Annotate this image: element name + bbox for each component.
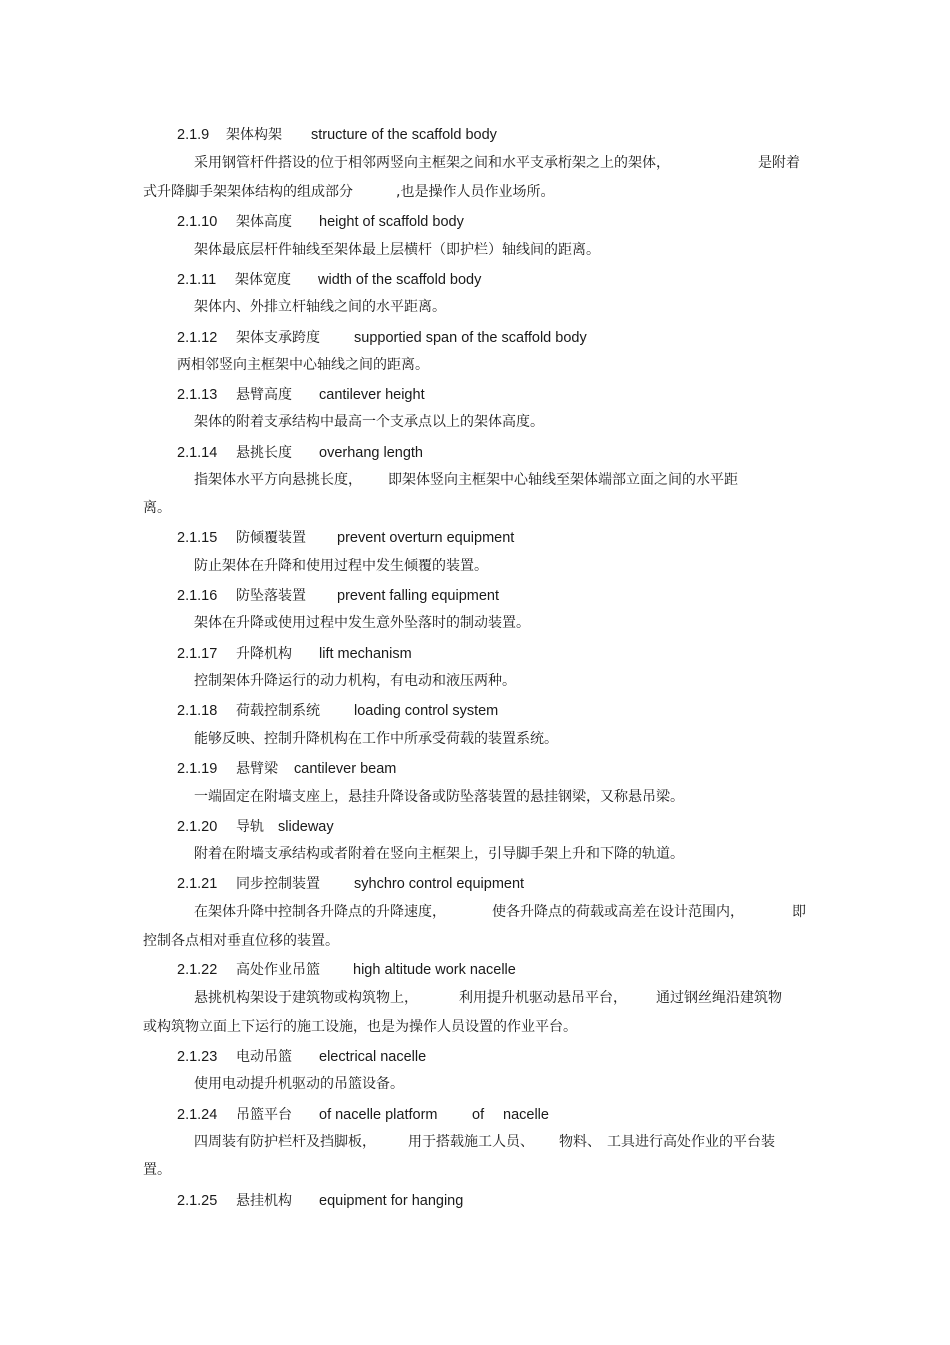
description-text: 一端固定在附墙支座上，悬挂升降设备或防坠落装置的悬挂钢梁，又称悬吊梁。 bbox=[194, 789, 684, 805]
description-text: 两相邻竖向主框架中心轴线之间的距离。 bbox=[177, 357, 429, 373]
description-text: 防止架体在升降和使用过程中发生倾覆的装置。 bbox=[194, 558, 488, 574]
term-english: prevent falling equipment bbox=[337, 588, 500, 604]
description-text: 附着在附墙支承结构或者附着在竖向主框架上，引导脚手架上升和下降的轨道。 bbox=[194, 846, 684, 862]
description-text: 四周装有防护栏杆及挡脚板， bbox=[194, 1134, 376, 1150]
description-text: 悬挑机构架设于建筑物或构筑物上， bbox=[194, 990, 418, 1006]
term-number: 2.1.24 bbox=[177, 1107, 218, 1123]
description-text: ,也是操作人员作业场所。 bbox=[396, 184, 555, 200]
term-english: overhang length bbox=[319, 445, 423, 461]
term-english: cantilever height bbox=[319, 387, 425, 403]
term-number: 2.1.9 bbox=[177, 127, 210, 143]
term-chinese: 悬臂高度 bbox=[236, 387, 292, 403]
term-number: 2.1.12 bbox=[177, 330, 218, 346]
term-number: 2.1.18 bbox=[177, 703, 218, 719]
term-chinese: 高处作业吊篮 bbox=[236, 962, 320, 978]
term-english: loading control system bbox=[354, 703, 499, 719]
description-text: 采用钢管杆件搭设的位于相邻两竖向主框架之间和水平支承桁架之上的架体， bbox=[194, 155, 670, 171]
term-english: height of scaffold body bbox=[319, 214, 464, 230]
term-chinese: 升降机构 bbox=[236, 646, 292, 662]
description-text: 即 bbox=[792, 904, 806, 920]
description-text: 指架体水平方向悬挑长度， bbox=[194, 472, 362, 488]
description-text: 利用提升机驱动悬吊平台， bbox=[459, 990, 627, 1006]
term-chinese: 防坠落装置 bbox=[236, 588, 306, 604]
description-text: 架体的附着支承结构中最高一个支承点以上的架体高度。 bbox=[194, 414, 544, 430]
description-text: 架体最底层杆件轴线至架体最上层横杆（即护栏）轴线间的距离。 bbox=[194, 242, 600, 258]
term-number: 2.1.10 bbox=[177, 214, 218, 230]
term-english: of nacelle platform bbox=[319, 1107, 438, 1123]
term-number: 2.1.25 bbox=[177, 1193, 218, 1209]
description-text: 控制各点相对垂直位移的装置。 bbox=[143, 933, 339, 949]
term-number: 2.1.13 bbox=[177, 387, 218, 403]
term-chinese: 同步控制装置 bbox=[236, 876, 320, 892]
term-chinese: 电动吊篮 bbox=[236, 1049, 292, 1065]
description-text: 即架体竖向主框架中心轴线至架体端部立面之间的水平距 bbox=[388, 472, 738, 488]
description-text: 工具进行高处作业的平台装 bbox=[607, 1134, 775, 1150]
description-text: 使各升降点的荷载或高差在设计范围内， bbox=[492, 904, 744, 920]
description-text: 使用电动提升机驱动的吊篮设备。 bbox=[194, 1076, 404, 1092]
term-chinese: 架体支承跨度 bbox=[236, 330, 320, 346]
term-chinese: 悬挑长度 bbox=[236, 445, 292, 461]
term-number: 2.1.17 bbox=[177, 646, 218, 662]
description-text: 物料、 bbox=[559, 1134, 601, 1150]
description-text: 式升降脚手架架体结构的组成部分 bbox=[143, 184, 353, 200]
term-number: 2.1.23 bbox=[177, 1049, 218, 1065]
term-chinese: 架体宽度 bbox=[235, 272, 291, 288]
term-number: 2.1.21 bbox=[177, 876, 218, 892]
term-number: 2.1.14 bbox=[177, 445, 218, 461]
description-text: 架体在升降或使用过程中发生意外坠落时的制动装置。 bbox=[194, 615, 530, 631]
term-english: cantilever beam bbox=[294, 761, 397, 777]
term-english: high altitude work nacelle bbox=[353, 962, 516, 978]
term-english-extra: of bbox=[472, 1107, 485, 1123]
term-english: electrical nacelle bbox=[319, 1049, 427, 1065]
term-english-extra: nacelle bbox=[503, 1107, 549, 1123]
term-number: 2.1.11 bbox=[177, 272, 217, 288]
term-chinese: 防倾覆装置 bbox=[236, 530, 306, 546]
description-text: 控制架体升降运行的动力机构，有电动和液压两种。 bbox=[194, 673, 516, 689]
term-chinese: 吊篮平台 bbox=[236, 1107, 292, 1123]
description-text: 架体内、外排立杆轴线之间的水平距离。 bbox=[194, 299, 446, 315]
term-chinese: 架体高度 bbox=[236, 214, 292, 230]
term-english: structure of the scaffold body bbox=[311, 127, 497, 143]
term-english: prevent overturn equipment bbox=[337, 530, 515, 546]
description-text: 或构筑物立面上下运行的施工设施，也是为操作人员设置的作业平台。 bbox=[143, 1019, 577, 1035]
description-text: 离。 bbox=[143, 500, 171, 516]
term-chinese: 架体构架 bbox=[226, 127, 282, 143]
term-english: slideway bbox=[278, 819, 334, 835]
term-number: 2.1.15 bbox=[177, 530, 218, 546]
term-number: 2.1.20 bbox=[177, 819, 218, 835]
term-chinese: 荷载控制系统 bbox=[236, 703, 320, 719]
description-text: 能够反映、控制升降机构在工作中所承受荷载的装置系统。 bbox=[194, 731, 558, 747]
term-english: equipment for hanging bbox=[319, 1193, 464, 1209]
description-text: 通过钢丝绳沿建筑物 bbox=[656, 990, 782, 1006]
description-text: 用于搭载施工人员、 bbox=[408, 1134, 534, 1150]
description-text: 是附着 bbox=[758, 155, 800, 171]
term-number: 2.1.16 bbox=[177, 588, 218, 604]
term-chinese: 悬臂梁 bbox=[236, 761, 278, 777]
description-text: 置。 bbox=[143, 1162, 171, 1178]
term-english: width of the scaffold body bbox=[318, 272, 482, 288]
term-english: supportied span of the scaffold body bbox=[354, 330, 587, 346]
description-text: 在架体升降中控制各升降点的升降速度， bbox=[194, 904, 446, 920]
term-chinese: 悬挂机构 bbox=[236, 1193, 292, 1209]
term-english: syhchro control equipment bbox=[354, 876, 525, 892]
term-chinese: 导轨 bbox=[236, 819, 264, 835]
term-number: 2.1.19 bbox=[177, 761, 218, 777]
term-number: 2.1.22 bbox=[177, 962, 218, 978]
term-english: lift mechanism bbox=[319, 646, 412, 662]
